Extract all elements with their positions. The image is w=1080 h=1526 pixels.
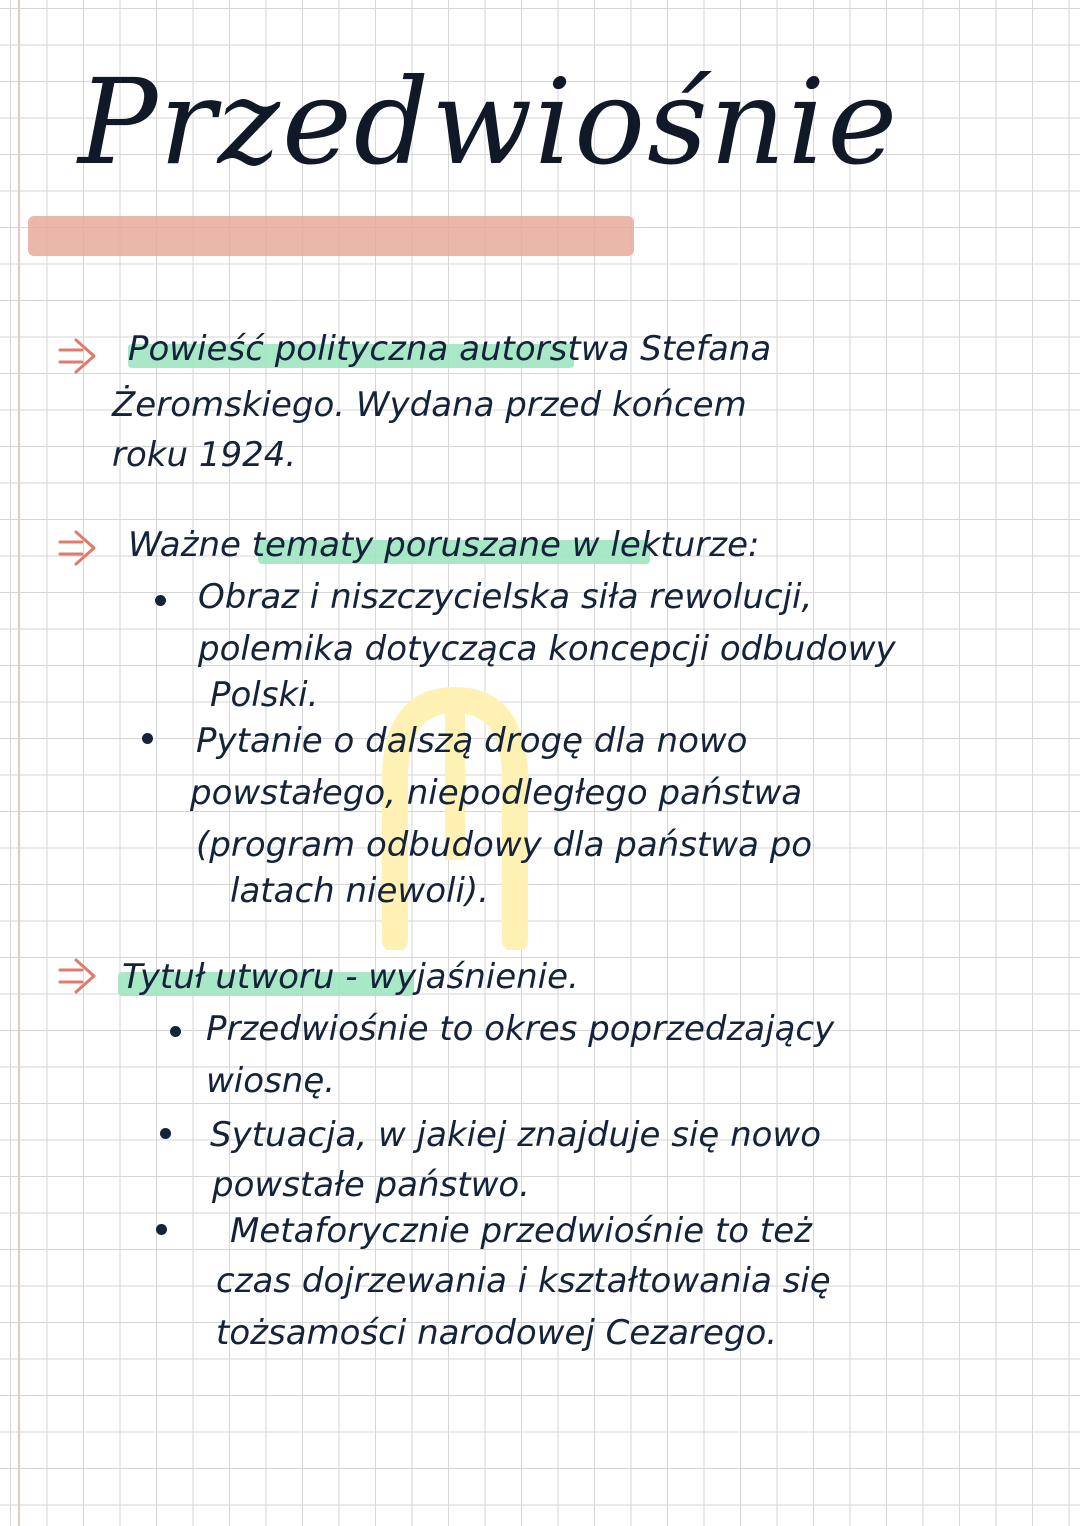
- arrow-right-icon: [56, 956, 100, 996]
- section-3-bullet-1-line-2: wiosnę.: [206, 1061, 336, 1101]
- section-3-bullet-3-line-3: tożsamości narodowej Cezarego.: [216, 1313, 778, 1353]
- arrow-right-icon: [56, 528, 100, 568]
- bullet-icon: [170, 1026, 181, 1037]
- section-2-bullet-2-line-2: powstałego, niepodległego państwa: [190, 773, 803, 813]
- title-highlight: [28, 216, 634, 256]
- section-2-bullet-2-line-4: latach niewoli).: [230, 871, 489, 911]
- section-1-line-1: Powieść polityczna autorstwa Stefana: [128, 329, 772, 369]
- section-3-bullet-3-line-2: czas dojrzewania i kształtowania się: [216, 1261, 831, 1301]
- section-2-heading: Ważne tematy poruszane w lekturze:: [128, 525, 760, 565]
- arrow-right-icon: [56, 336, 100, 376]
- bullet-icon: [155, 595, 166, 606]
- section-2-bullet-1-line-2: polemika dotycząca koncepcji odbudowy: [198, 629, 896, 669]
- bullet-icon: [142, 733, 153, 744]
- section-1-line-2: Żeromskiego. Wydana przed końcem: [112, 385, 747, 425]
- section-3-bullet-2-line-1: Sytuacja, w jakiej znajduje się nowo: [210, 1115, 822, 1155]
- section-3-bullet-2-line-2: powstałe państwo.: [212, 1165, 530, 1205]
- bullet-icon: [156, 1224, 167, 1235]
- section-3-heading: Tytuł utworu - wyjaśnienie.: [122, 957, 579, 997]
- page-title: Przedwiośnie: [78, 53, 900, 191]
- section-3-bullet-1-line-1: Przedwiośnie to okres poprzedzający: [206, 1009, 835, 1049]
- bullet-icon: [160, 1128, 171, 1139]
- section-2-bullet-2-line-3: (program odbudowy dla państwa po: [196, 825, 813, 865]
- section-2-bullet-1-line-3: Polski.: [210, 675, 319, 715]
- section-2-bullet-2-line-1: Pytanie o dalszą drogę dla nowo: [196, 721, 748, 761]
- section-1-line-3: roku 1924.: [112, 435, 297, 475]
- section-2-bullet-1-line-1: Obraz i niszczycielska siła rewolucji,: [198, 577, 813, 617]
- section-3-bullet-3-line-1: Metaforycznie przedwiośnie to też: [230, 1211, 812, 1251]
- page-margin-line: [18, 0, 20, 1526]
